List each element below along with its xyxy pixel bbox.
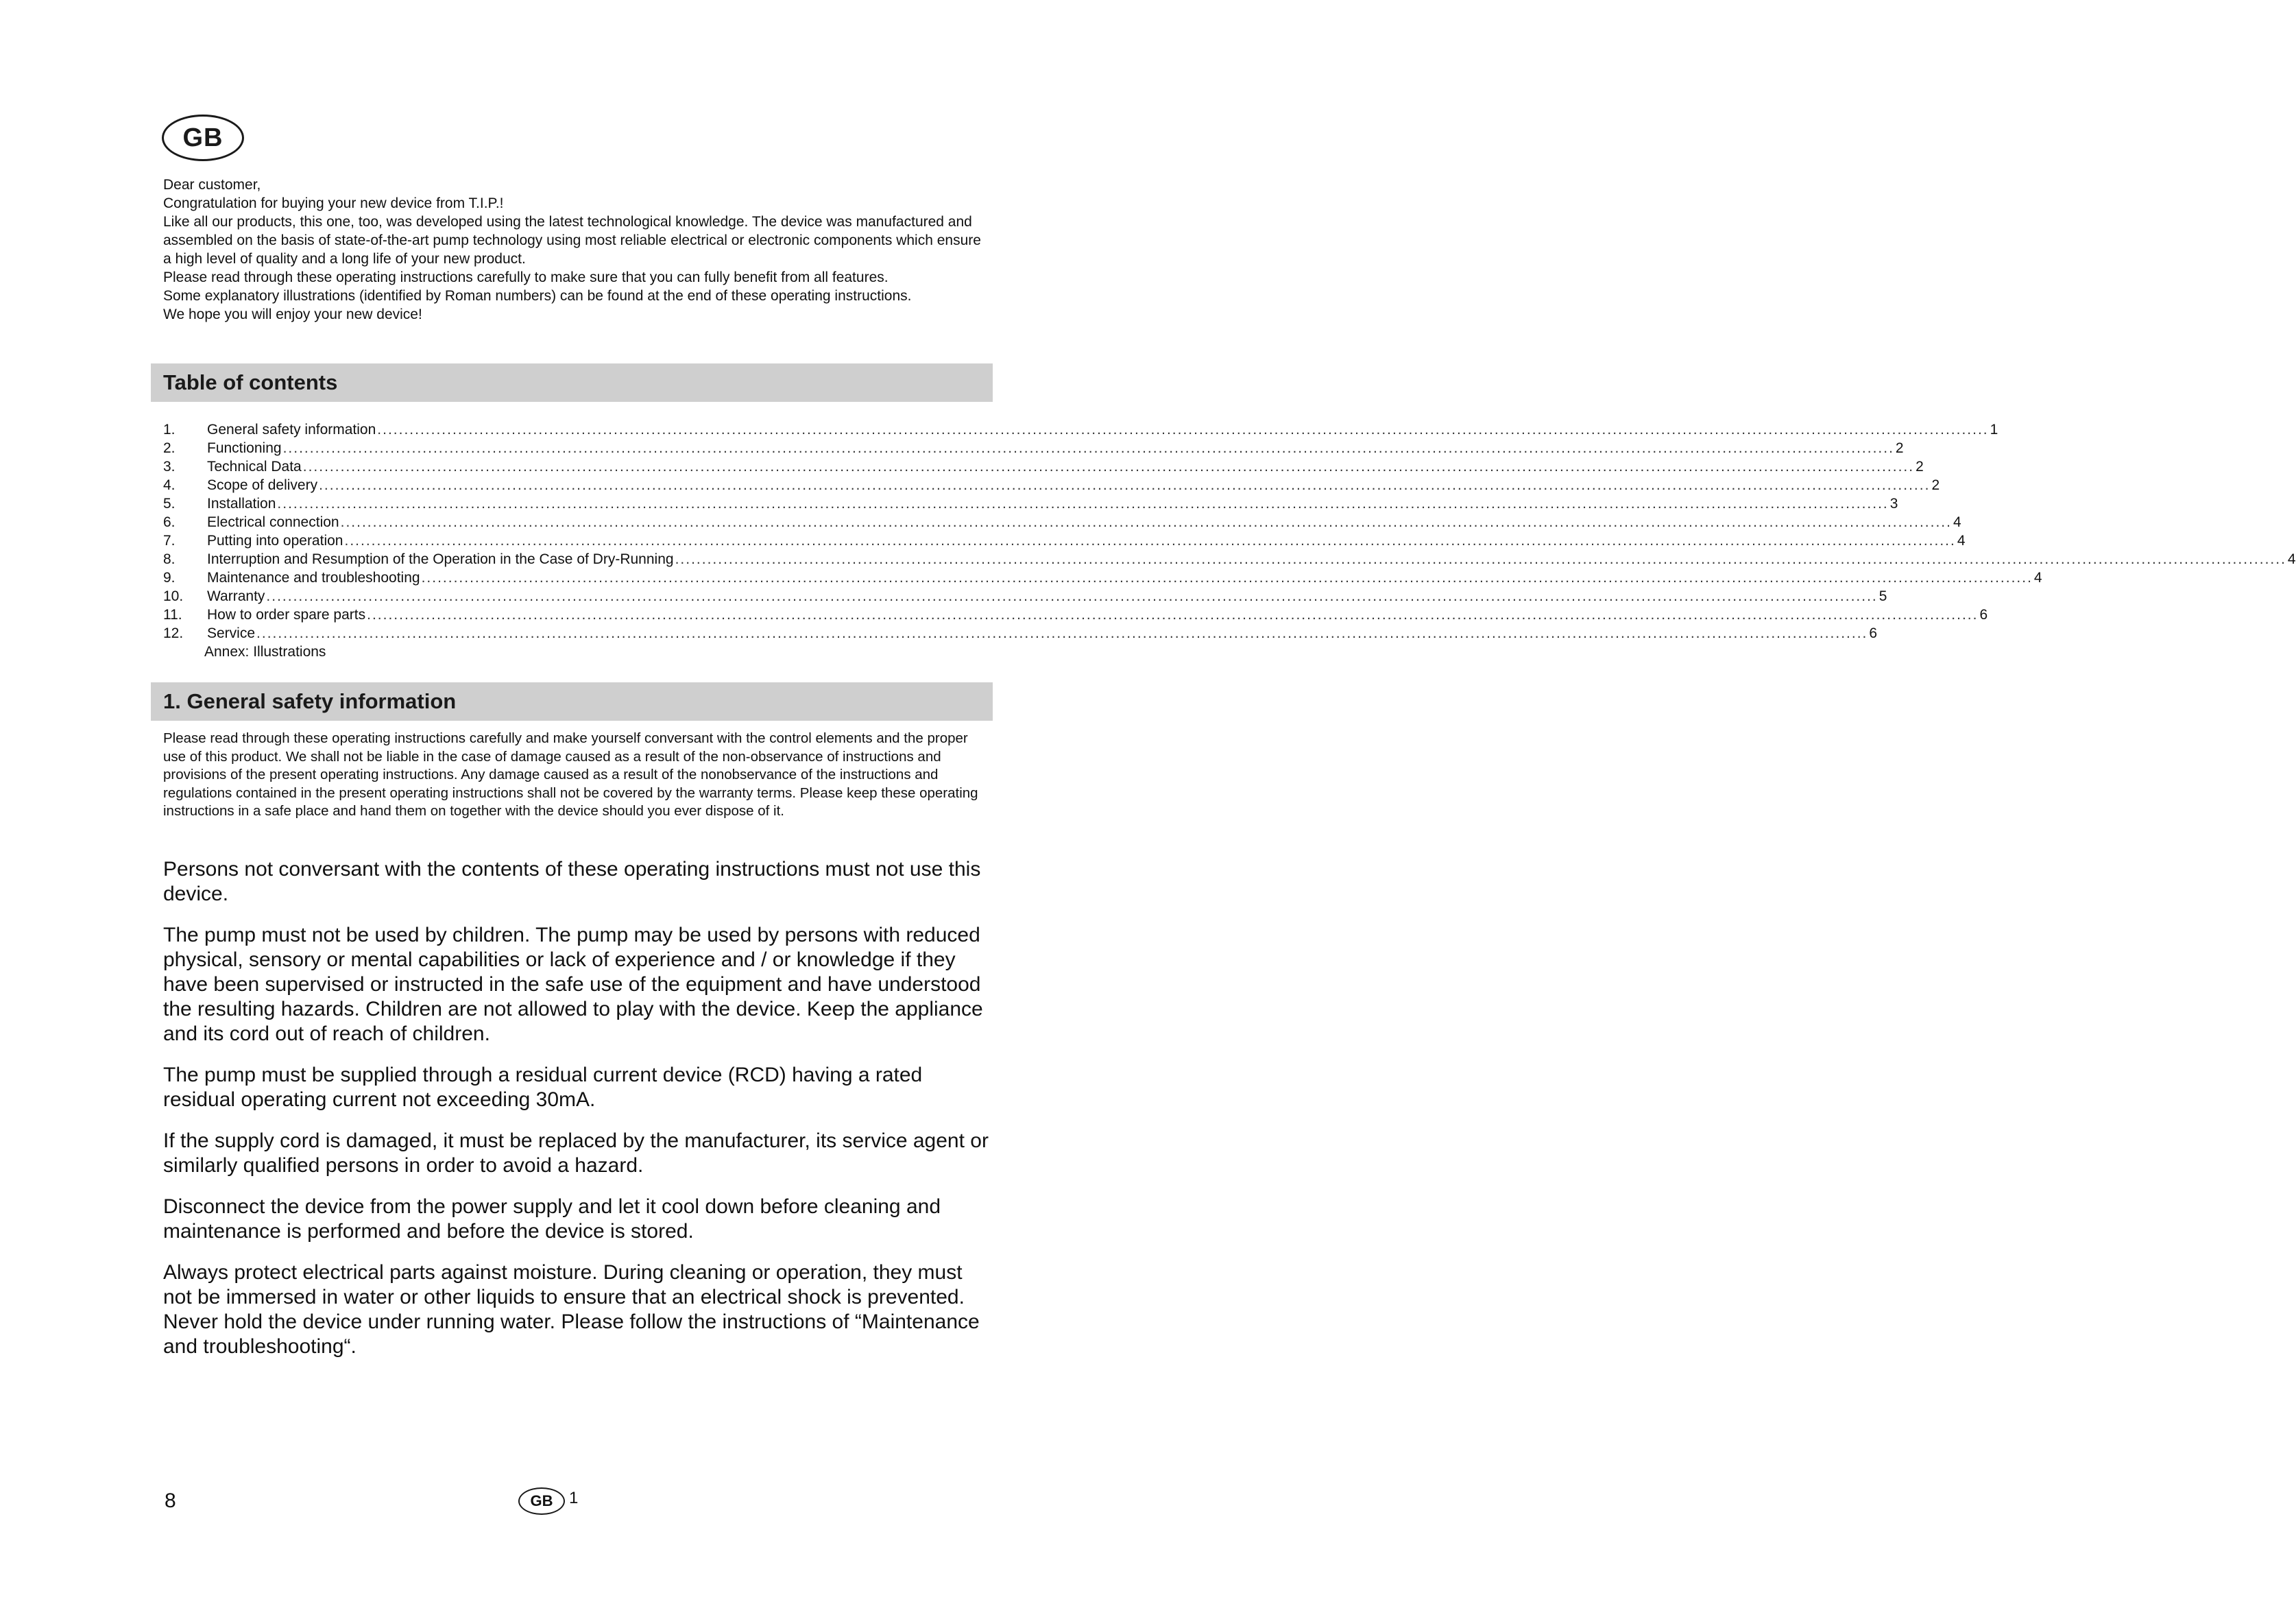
toc-item-page: 5 [1878,588,1887,604]
toc-item-title: Scope of delivery [207,477,318,493]
toc-leader-dots: ............................................................................................................................................................................................................................................................................................................ [421,570,2033,586]
gb-badge: GB [162,115,244,161]
toc-item [163,513,1961,531]
toc-item-number: 11. [163,607,182,623]
toc-item [163,420,1998,439]
toc-leader-dots: ............................................................................................................................................................................................................................................................................................................ [675,551,2286,567]
footer-badge-page: 1 [569,1489,579,1507]
intro-line: Dear customer, [163,177,261,193]
toc-annex: Annex: Illustrations [204,644,326,660]
toc-item [163,606,1988,624]
toc-item-number: 9. [163,570,176,586]
toc-item [163,476,1940,494]
toc-item-number: 12. [163,625,184,641]
toc-item-page: 4 [2287,551,2296,567]
toc-heading: Table of contents [151,363,993,402]
safety-paragraph: The pump must be supplied through a residual current device (RCD) having a rated residual operating current not exceeding 30mA. [163,1064,923,1111]
toc-item-page: 1 [1990,422,1998,438]
footer-badge-group [518,1487,578,1515]
toc-item-number: 8. [163,551,176,567]
toc-item-page: 4 [1957,533,1966,549]
toc-item-number: 10. [163,588,184,604]
toc-item-title: Technical Data [207,459,302,475]
toc-item-title: Interruption and Resumption of the Operation in the Case of Dry-Running [207,551,674,567]
toc-item-title: Warranty [207,588,265,604]
toc-item-number: 6. [163,514,176,530]
toc-item-page: 2 [1916,459,1924,475]
toc-leader-dots: ............................................................................................................................................................................................................................................................................................................ [319,477,1931,493]
toc-leader-dots: ............................................................................................................................................................................................................................................................................................................ [367,607,1979,623]
toc-leader-dots: ............................................................................................................................................................................................................................................................................................................ [277,496,1889,512]
safety-paragraph: Disconnect the device from the power supply and let it cool down before cleaning and maintenance is performed and before the device is stored. [163,1195,941,1243]
toc-item [163,624,1878,643]
toc-item-page: 4 [2033,570,2042,586]
toc-item-number: 4. [163,477,176,493]
safety-paragraphs [163,857,989,1376]
toc-leader-dots: ............................................................................................................................................................................................................................................................................................................ [377,422,1989,438]
toc-leader-dots: ............................................................................................................................................................................................................................................................................................................ [256,625,1868,641]
toc-item-number: 2. [163,440,176,456]
intro-line: We hope you will enjoy your new device! [163,307,422,322]
toc-item-page: 6 [1979,607,1988,623]
toc-item-title: Maintenance and troubleshooting [207,570,420,586]
toc-leader-dots: ............................................................................................................................................................................................................................................................................................................ [302,459,1915,475]
toc-item-number: 1. [163,422,176,438]
toc-item-title: Putting into operation [207,533,343,549]
toc-item-number: 7. [163,533,176,549]
footer-gb-badge: GB [518,1487,565,1515]
safety-intro: Please read through these operating instructions carefully and make yourself conversant with the control elements and the proper use of this product. We shall not be liable in the case of damage caused as a result of the non-observance of instructions and provisions of the present operating instructions. Any damage caused as a result of the nonobservance of the instructions and regulations contained in the present operating instructions shall not be covered by the warranty terms. Please keep these operating instructions in a safe place and hand them on together with the device should you ever dispose of it. [163,730,978,819]
safety-paragraph: Always protect electrical parts against moisture. During cleaning or operation, they must not be immersed in water or other liquids to ensure that an electrical shock is prevented. Never hold the device under running water. Please follow the instructions of “Maintenance and troubleshooting“. [163,1261,980,1358]
safety-paragraph: The pump must not be used by children. The pump may be used by persons with reduced physical, sensory or mental capabilities or lack of experience and / or knowledge if they have been supervised or instructed in the safe use of the equipment and have understood the resulting hazards. Children are not allowed to play with the device. Keep the appliance and its cord out of reach of children. [163,924,983,1045]
toc-item-title: Service [207,625,256,641]
table-of-contents [163,420,2296,661]
intro-line: Congratulation for buying your new device from T.I.P.! [163,195,504,211]
safety-paragraph: Persons not conversant with the contents of these operating instructions must not use this device. [163,858,981,905]
safety-paragraph: If the supply cord is damaged, it must be replaced by the manufacturer, its service agent or similarly qualified persons in order to avoid a hazard. [163,1129,989,1177]
toc-item-page: 2 [1931,477,1940,493]
intro-line: Like all our products, this one, too, was developed using the latest technological knowledge. The device was manufactured and assembled on the basis of state-of-the-art pump technology using most reliable electrical or electronic components which ensure a high level of quality and a long life of your new product. [163,214,981,267]
toc-item-page: 6 [1869,625,1878,641]
intro-text [163,176,986,324]
toc-item-page: 4 [1953,514,1961,530]
toc-leader-dots: ............................................................................................................................................................................................................................................................................................................ [282,440,1894,456]
toc-item-title: Electrical connection [207,514,339,530]
intro-line: Some explanatory illustrations (identified by Roman numbers) can be found at the end of these operating instructions. [163,288,912,304]
toc-item-number: 5. [163,496,176,512]
toc-item [163,439,1904,457]
toc-item [163,494,1898,513]
page-number: 8 [165,1489,176,1512]
toc-item [163,587,1887,606]
toc-item [163,568,2042,587]
toc-item-title: General safety information [207,422,376,438]
toc-item [163,531,1966,550]
toc-item-number: 3. [163,459,176,475]
toc-item-title: Functioning [207,440,282,456]
intro-line: Please read through these operating instructions carefully to make sure that you can fully benefit from all features. [163,270,889,285]
toc-item-title: Installation [207,496,276,512]
toc-item [163,550,2296,568]
toc-item [163,457,1924,476]
toc-item-title: How to order spare parts [207,607,366,623]
toc-item-page: 3 [1889,496,1898,512]
toc-leader-dots: ............................................................................................................................................................................................................................................................................................................ [344,533,1956,549]
toc-item-page: 2 [1895,440,1904,456]
safety-heading: 1. General safety information [151,682,993,721]
toc-leader-dots: ............................................................................................................................................................................................................................................................................................................ [340,514,1952,530]
toc-leader-dots: ............................................................................................................................................................................................................................................................................................................ [266,588,1878,604]
